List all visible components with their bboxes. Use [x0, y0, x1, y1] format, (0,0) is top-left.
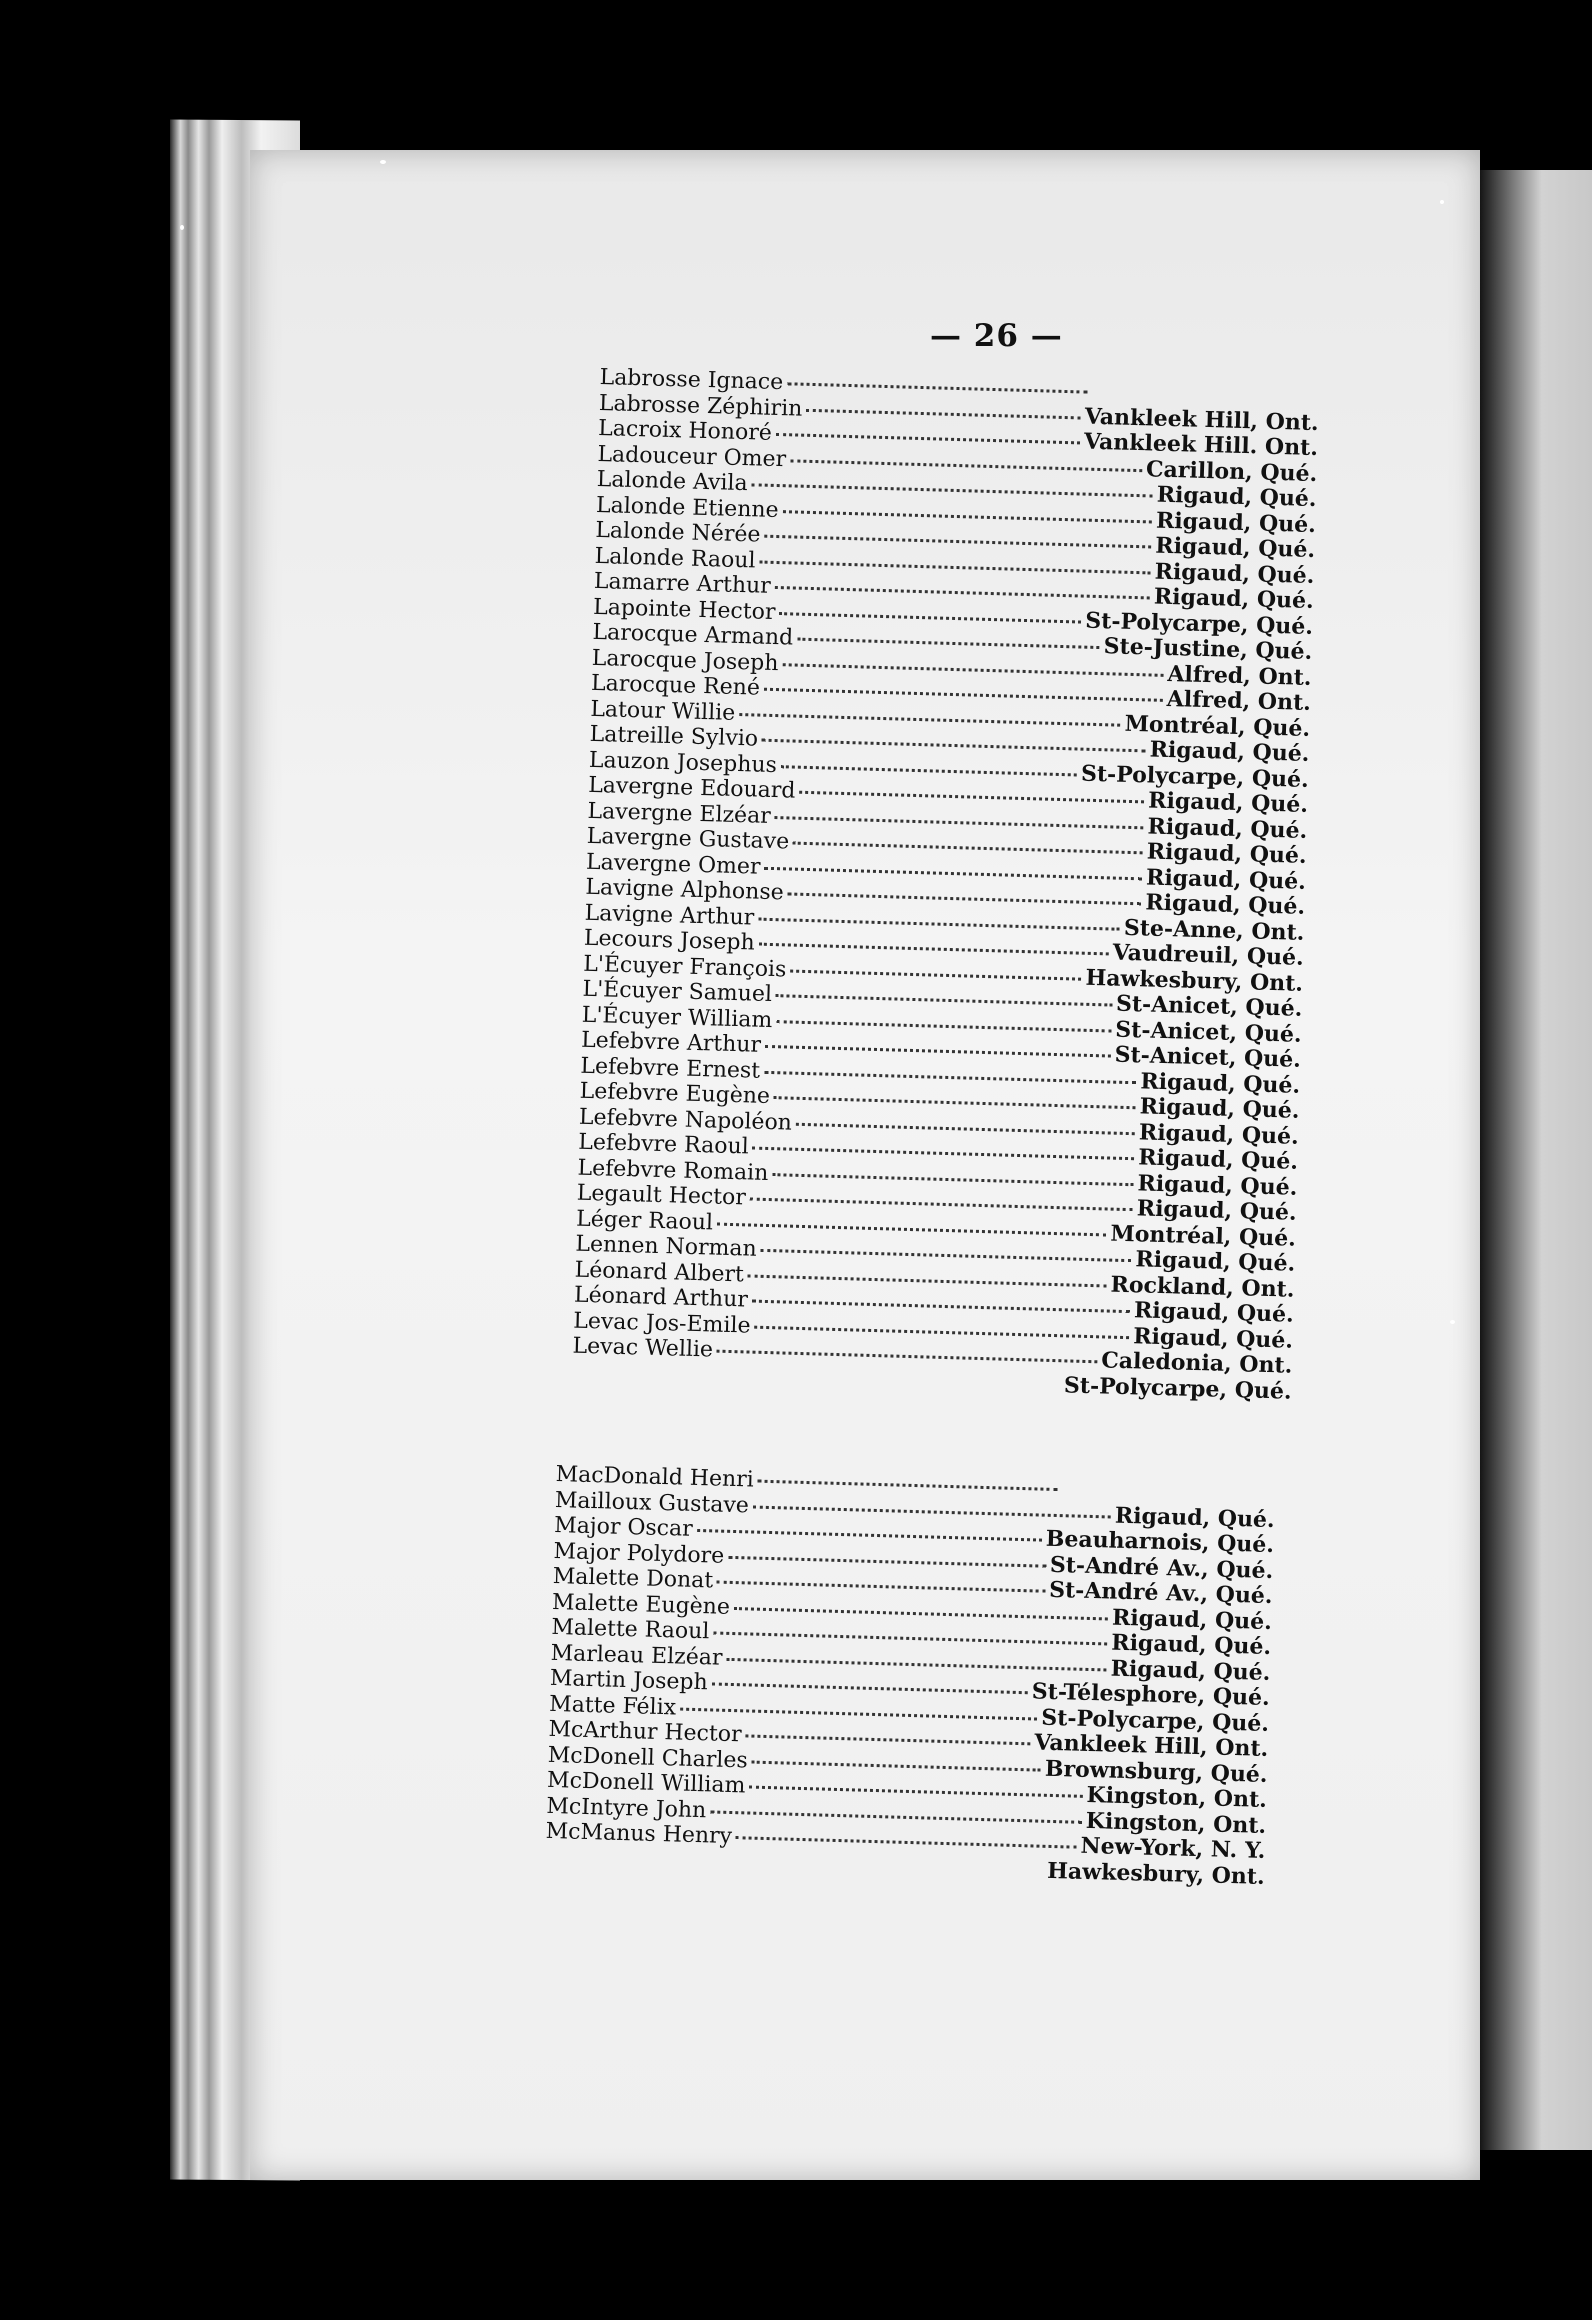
dot-leader	[739, 713, 1121, 727]
entry-name: L'Écuyer William	[581, 1002, 773, 1033]
entry-name: Léonard Arthur	[573, 1282, 749, 1313]
dot-leader	[799, 791, 1144, 804]
entry-place: Rigaud, Qué.	[1155, 507, 1317, 538]
entry-place: Ste-Justine, Qué.	[1103, 633, 1313, 665]
entry-place: Beauharnois, Qué.	[1045, 1525, 1275, 1559]
entry-place: Rigaud, Qué.	[1156, 481, 1317, 513]
entry-name: Malette Eugène	[551, 1589, 731, 1620]
entry-name: Lefebvre Ernest	[580, 1053, 761, 1084]
entry-name: Larocque René	[590, 670, 761, 701]
entry-place: St-André Av., Qué.	[1048, 1576, 1273, 1610]
dot-leader	[748, 1274, 1107, 1287]
entry-name: Lapointe Hector	[592, 594, 776, 625]
dot-leader	[762, 739, 1146, 753]
entry-place: Brownsburg, Qué.	[1044, 1755, 1268, 1788]
dot-leader	[764, 535, 1151, 549]
dot-leader	[772, 1173, 1133, 1186]
dot-leader	[776, 1020, 1111, 1032]
entry-place: Montréal, Qué.	[1124, 710, 1311, 742]
entry-name: L'Écuyer François	[582, 951, 787, 982]
entry-name: Lavigne Arthur	[584, 900, 755, 931]
dot-leader	[788, 892, 1142, 905]
entry-name: Lacroix Honoré	[597, 415, 773, 446]
entry-name: Latreille Sylvio	[589, 721, 759, 752]
entry-name: Latour Willie	[590, 696, 736, 726]
dot-leader	[713, 1631, 1107, 1645]
entry-place: St-Anicet, Qué.	[1115, 990, 1303, 1022]
entry-name: Legault Hector	[576, 1180, 747, 1211]
entry-name: Lefebvre Eugène	[579, 1078, 771, 1110]
dot-leader	[779, 612, 1081, 623]
entry-name: Major Oscar	[553, 1512, 694, 1542]
entry-name: Larocque Armand	[592, 619, 794, 651]
entry-name: Levac Wellie	[572, 1333, 714, 1363]
dot-leader	[806, 408, 1081, 419]
entry-name: Lalonde Etienne	[595, 492, 779, 523]
dot-leader	[775, 586, 1150, 599]
dot-leader	[796, 1122, 1135, 1134]
entry-name: Lavergne Omer	[585, 849, 761, 880]
dot-leader	[752, 483, 1153, 497]
entry-name: Larocque Joseph	[591, 645, 779, 676]
entry-place: Rigaud, Qué.	[1153, 583, 1315, 615]
dot-leader	[753, 1505, 1111, 1518]
entry-place: Rockland, Ont.	[1110, 1271, 1295, 1303]
dot-leader	[776, 994, 1112, 1006]
entry-name: Ladouceur Omer	[597, 441, 787, 472]
dot-leader	[717, 1222, 1107, 1236]
entry-name: Lefebvre Raoul	[577, 1129, 750, 1160]
entry-name: Lefebvre Arthur	[580, 1027, 762, 1058]
dot-leader	[697, 1529, 1042, 1542]
dot-leader	[728, 1555, 1046, 1567]
entry-name: McIntyre John	[546, 1793, 707, 1823]
dot-leader	[781, 765, 1077, 776]
entry-place: Rigaud, Qué.	[1140, 1067, 1301, 1099]
entry-place: Rigaud, Qué.	[1147, 812, 1308, 844]
dot-leader	[782, 663, 1163, 677]
entry-name: Lalonde Raoul	[594, 543, 756, 573]
entry-place: Rigaud, Qué.	[1111, 1629, 1272, 1661]
entry-place: Rigaud, Qué.	[1154, 558, 1315, 589]
entry-name: Major Polydore	[553, 1538, 725, 1569]
entry-name: Matte Félix	[548, 1691, 677, 1720]
entry-name: Lefebvre Romain	[577, 1155, 769, 1186]
dot-leader	[759, 560, 1150, 574]
entry-name: McArthur Hector	[548, 1716, 742, 1748]
dot-leader	[717, 1581, 1045, 1593]
dot-leader	[787, 382, 1087, 393]
dot-leader	[793, 842, 1143, 855]
entry-name: Labrosse Zéphirin	[598, 390, 803, 422]
dot-leader	[758, 917, 1120, 930]
dot-leader	[736, 1836, 1077, 1849]
dot-leader	[758, 1480, 1058, 1491]
entry-place: Rigaud, Qué.	[1138, 1118, 1300, 1150]
dot-leader	[764, 1070, 1136, 1083]
dot-leader	[783, 510, 1153, 523]
entry-name: Lalonde Nérée	[595, 517, 761, 548]
entry-name: Lavergne Elzéar	[587, 798, 772, 829]
entry-place: Vankleek Hill, Ont.	[1084, 403, 1320, 436]
entry-place: Rigaud, Qué.	[1135, 1246, 1296, 1277]
entry-place: Caledonia, Ont.	[1100, 1347, 1293, 1379]
entry-place: Rigaud, Qué.	[1136, 1195, 1297, 1226]
dot-leader	[759, 943, 1109, 956]
entry-name: Malette Raoul	[551, 1614, 710, 1645]
entry-place: St-Anicet, Qué.	[1114, 1041, 1302, 1073]
dot-leader	[761, 1249, 1132, 1262]
name-list-section-m	[545, 1462, 1276, 1890]
entry-place: Vankleek Hill, Ont.	[1034, 1729, 1269, 1762]
entry-place: Ste-Anne, Ont.	[1123, 914, 1305, 946]
entry-place: Rigaud, Qué.	[1145, 889, 1306, 920]
dot-leader	[680, 1707, 1037, 1720]
dot-leader	[775, 816, 1144, 829]
entry-name: Lefebvre Napoléon	[578, 1104, 793, 1136]
entry-place: Alfred, Ont.	[1167, 660, 1312, 691]
entry-name: Lavergne Gustave	[586, 823, 790, 855]
entry-name: Lauzon Josephus	[588, 747, 778, 778]
dot-leader	[776, 433, 1080, 444]
entry-place: Rigaud, Qué.	[1155, 532, 1316, 564]
dot-leader	[717, 1350, 1097, 1364]
entry-place: Rigaud, Qué.	[1133, 1297, 1295, 1328]
entry-name: Malette Donat	[552, 1563, 714, 1594]
entry-name: Labrosse Ignace	[599, 365, 784, 396]
dot-leader	[774, 1096, 1136, 1109]
dot-leader	[750, 1198, 1133, 1212]
dot-leader	[752, 1760, 1041, 1771]
entry-place: St-Polycarpe, Qué.	[1084, 607, 1314, 640]
scan-speck	[180, 225, 184, 230]
name-list-section-l	[572, 365, 1320, 1405]
entry-place: Rigaud, Qué.	[1137, 1169, 1298, 1201]
entry-name: Lalonde Avila	[596, 466, 748, 497]
entry-name: Mailloux Gustave	[554, 1487, 750, 1518]
dot-leader	[726, 1657, 1106, 1671]
entry-place: St-Polycarpe, Qué.	[1063, 1371, 1292, 1405]
entry-place: Rigaud, Qué.	[1147, 787, 1309, 818]
entry-name: Léger Raoul	[575, 1206, 714, 1235]
entry-place: Rigaud, Qué.	[1146, 838, 1307, 869]
entry-name: McDonell William	[546, 1767, 746, 1799]
entry-name: McManus Henry	[545, 1818, 733, 1850]
entry-place: St-Polycarpe, Qué.	[1080, 760, 1310, 793]
entry-place: St-Télesphore, Qué.	[1031, 1678, 1271, 1712]
dot-leader	[712, 1682, 1028, 1694]
entry-name: Lecours Joseph	[583, 925, 756, 956]
dot-leader	[710, 1810, 1082, 1823]
entry-place: New-York, N. Y.	[1080, 1832, 1266, 1864]
entry-place: Kingston, Ont.	[1086, 1781, 1268, 1813]
scan-speck	[380, 160, 386, 164]
dot-leader	[753, 1147, 1135, 1161]
entry-name: Marleau Elzéar	[550, 1640, 723, 1671]
dot-leader	[749, 1786, 1082, 1798]
entry-place: Vankleek Hill. Ont.	[1083, 428, 1319, 462]
page-number: — 26 —	[930, 318, 1063, 354]
facing-page-edge	[1480, 170, 1592, 2150]
entry-name: McDonell Charles	[547, 1742, 749, 1773]
entry-place: Kingston, Ont.	[1085, 1807, 1267, 1839]
dot-leader	[734, 1607, 1108, 1620]
scan-speck	[1440, 200, 1444, 204]
entry-place: St-Polycarpe, Qué.	[1040, 1704, 1270, 1737]
scan-speck	[1450, 1320, 1455, 1324]
entry-place: Carillon, Qué.	[1145, 455, 1318, 487]
entry-place: Rigaud, Qué.	[1139, 1093, 1300, 1124]
entry-name: Lamarre Arthur	[593, 568, 772, 599]
dot-leader	[764, 866, 1142, 880]
dot-leader	[754, 1325, 1129, 1338]
entry-place: Rigaud, Qué.	[1111, 1604, 1273, 1635]
entry-place: Rigaud, Qué.	[1110, 1655, 1271, 1686]
entry-place: Alfred, Ont.	[1166, 685, 1312, 716]
entry-name: L'Écuyer Samuel	[582, 976, 773, 1008]
entry-place: Montréal, Qué.	[1110, 1220, 1297, 1252]
dot-leader	[764, 688, 1163, 702]
dot-leader	[752, 1300, 1130, 1314]
entry-place: Vaudreuil, Qué.	[1112, 939, 1305, 971]
dot-leader	[765, 1045, 1111, 1058]
entry-place: Hawkesbury, Ont.	[1046, 1857, 1266, 1890]
entry-place: St-André Av., Qué.	[1049, 1551, 1274, 1584]
entry-place: Rigaud, Qué.	[1132, 1322, 1294, 1354]
dot-leader	[790, 969, 1081, 980]
entry-name: Martin Joseph	[549, 1665, 709, 1696]
entry-name: Levac Jos-Emile	[572, 1308, 751, 1339]
entry-name: Lavigne Alphonse	[585, 874, 785, 906]
entry-name: Lennen Norman	[575, 1231, 758, 1262]
dot-leader	[790, 459, 1142, 472]
entry-name: Lavergne Edouard	[587, 772, 796, 804]
entry-place: Rigaud, Qué.	[1149, 736, 1310, 767]
entry-place: St-Anicet, Qué.	[1114, 1016, 1302, 1048]
entry-place: Hawkesbury, Ont.	[1085, 964, 1304, 997]
entry-name: Léonard Albert	[574, 1257, 745, 1287]
entry-name: MacDonald Henri	[555, 1462, 755, 1493]
entry-place: Rigaud, Qué.	[1137, 1144, 1299, 1175]
dot-leader	[745, 1734, 1030, 1745]
entry-place: Rigaud, Qué.	[1145, 863, 1307, 895]
entry-place: Rigaud, Qué.	[1114, 1502, 1276, 1533]
dot-leader	[797, 638, 1100, 649]
